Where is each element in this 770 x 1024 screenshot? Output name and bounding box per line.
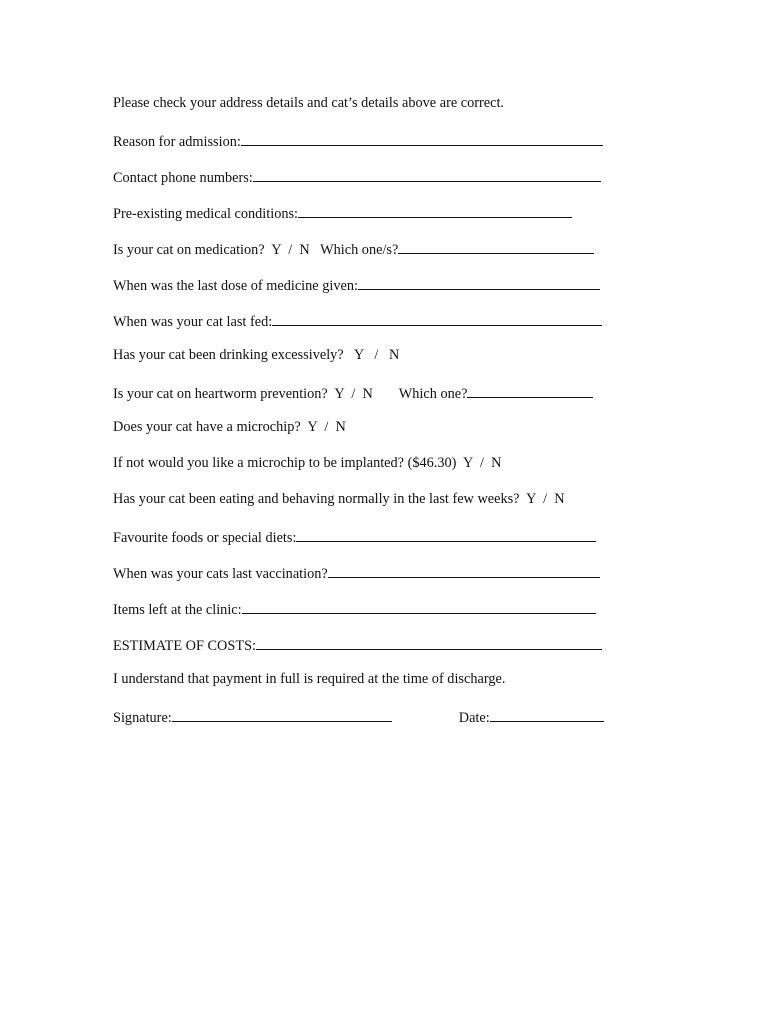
- vaccination-row: [113, 563, 633, 599]
- reason-label: Reason for admission:: [113, 134, 241, 150]
- date-field[interactable]: [490, 707, 604, 722]
- drinking-row: [113, 347, 633, 383]
- medication-field[interactable]: [398, 239, 594, 254]
- last-fed-label: When was your cat last fed:: [113, 314, 273, 330]
- estimate-label: ESTIMATE OF COSTS:: [113, 638, 256, 654]
- conditions-row: [113, 203, 633, 239]
- microchip-label: Does your cat have a microchip? Y / N: [113, 419, 346, 435]
- conditions-field[interactable]: [298, 203, 572, 218]
- medication-label: Is your cat on medication? Y / N Which one/s?: [113, 242, 399, 258]
- signature-field[interactable]: [172, 707, 392, 722]
- vaccination-field[interactable]: [328, 563, 600, 578]
- eating-label: Has your cat been eating and behaving normally in the last few weeks? Y / N: [113, 491, 565, 507]
- medication-row: [113, 239, 633, 275]
- admission-form: [113, 95, 633, 743]
- drinking-label: Has your cat been drinking excessively? Y / N: [113, 347, 400, 363]
- microchip-row: [113, 419, 633, 455]
- payment-row: [113, 671, 633, 707]
- last-fed-field[interactable]: [272, 311, 602, 326]
- foods-label: Favourite foods or special diets:: [113, 530, 297, 546]
- intro-text: Please check your address details and cat’s details above are correct.: [113, 95, 505, 111]
- reason-row: [113, 131, 633, 167]
- heartworm-which-label: Which one?: [398, 386, 468, 402]
- conditions-label: Pre-existing medical conditions:: [113, 206, 299, 222]
- last-dose-row: [113, 275, 633, 311]
- reason-field[interactable]: [241, 131, 603, 146]
- heartworm-which-field[interactable]: [467, 383, 593, 398]
- items-label: Items left at the clinic:: [113, 602, 242, 618]
- last-fed-row: [113, 311, 633, 347]
- payment-notice: I understand that payment in full is required at the time of discharge.: [113, 671, 506, 687]
- items-field[interactable]: [242, 599, 596, 614]
- vaccination-label: When was your cats last vaccination?: [113, 566, 328, 582]
- foods-row: [113, 527, 633, 563]
- date-label: Date:: [458, 710, 490, 726]
- implant-row: [113, 455, 633, 491]
- items-row: [113, 599, 633, 635]
- phone-row: [113, 167, 633, 203]
- signature-row: [113, 707, 633, 743]
- intro-line: [113, 95, 633, 131]
- last-dose-field[interactable]: [358, 275, 600, 290]
- foods-field[interactable]: [296, 527, 596, 542]
- estimate-row: [113, 635, 633, 671]
- eating-row: [113, 491, 633, 527]
- implant-label: If not would you like a microchip to be implanted? ($46.30) Y / N: [113, 455, 502, 471]
- phone-label: Contact phone numbers:: [113, 170, 253, 186]
- heartworm-row: [113, 383, 633, 419]
- estimate-field[interactable]: [256, 635, 602, 650]
- last-dose-label: When was the last dose of medicine given:: [113, 278, 358, 294]
- signature-label: Signature:: [113, 710, 172, 726]
- heartworm-label: Is your cat on heartworm prevention? Y / N: [113, 386, 373, 402]
- phone-field[interactable]: [253, 167, 601, 182]
